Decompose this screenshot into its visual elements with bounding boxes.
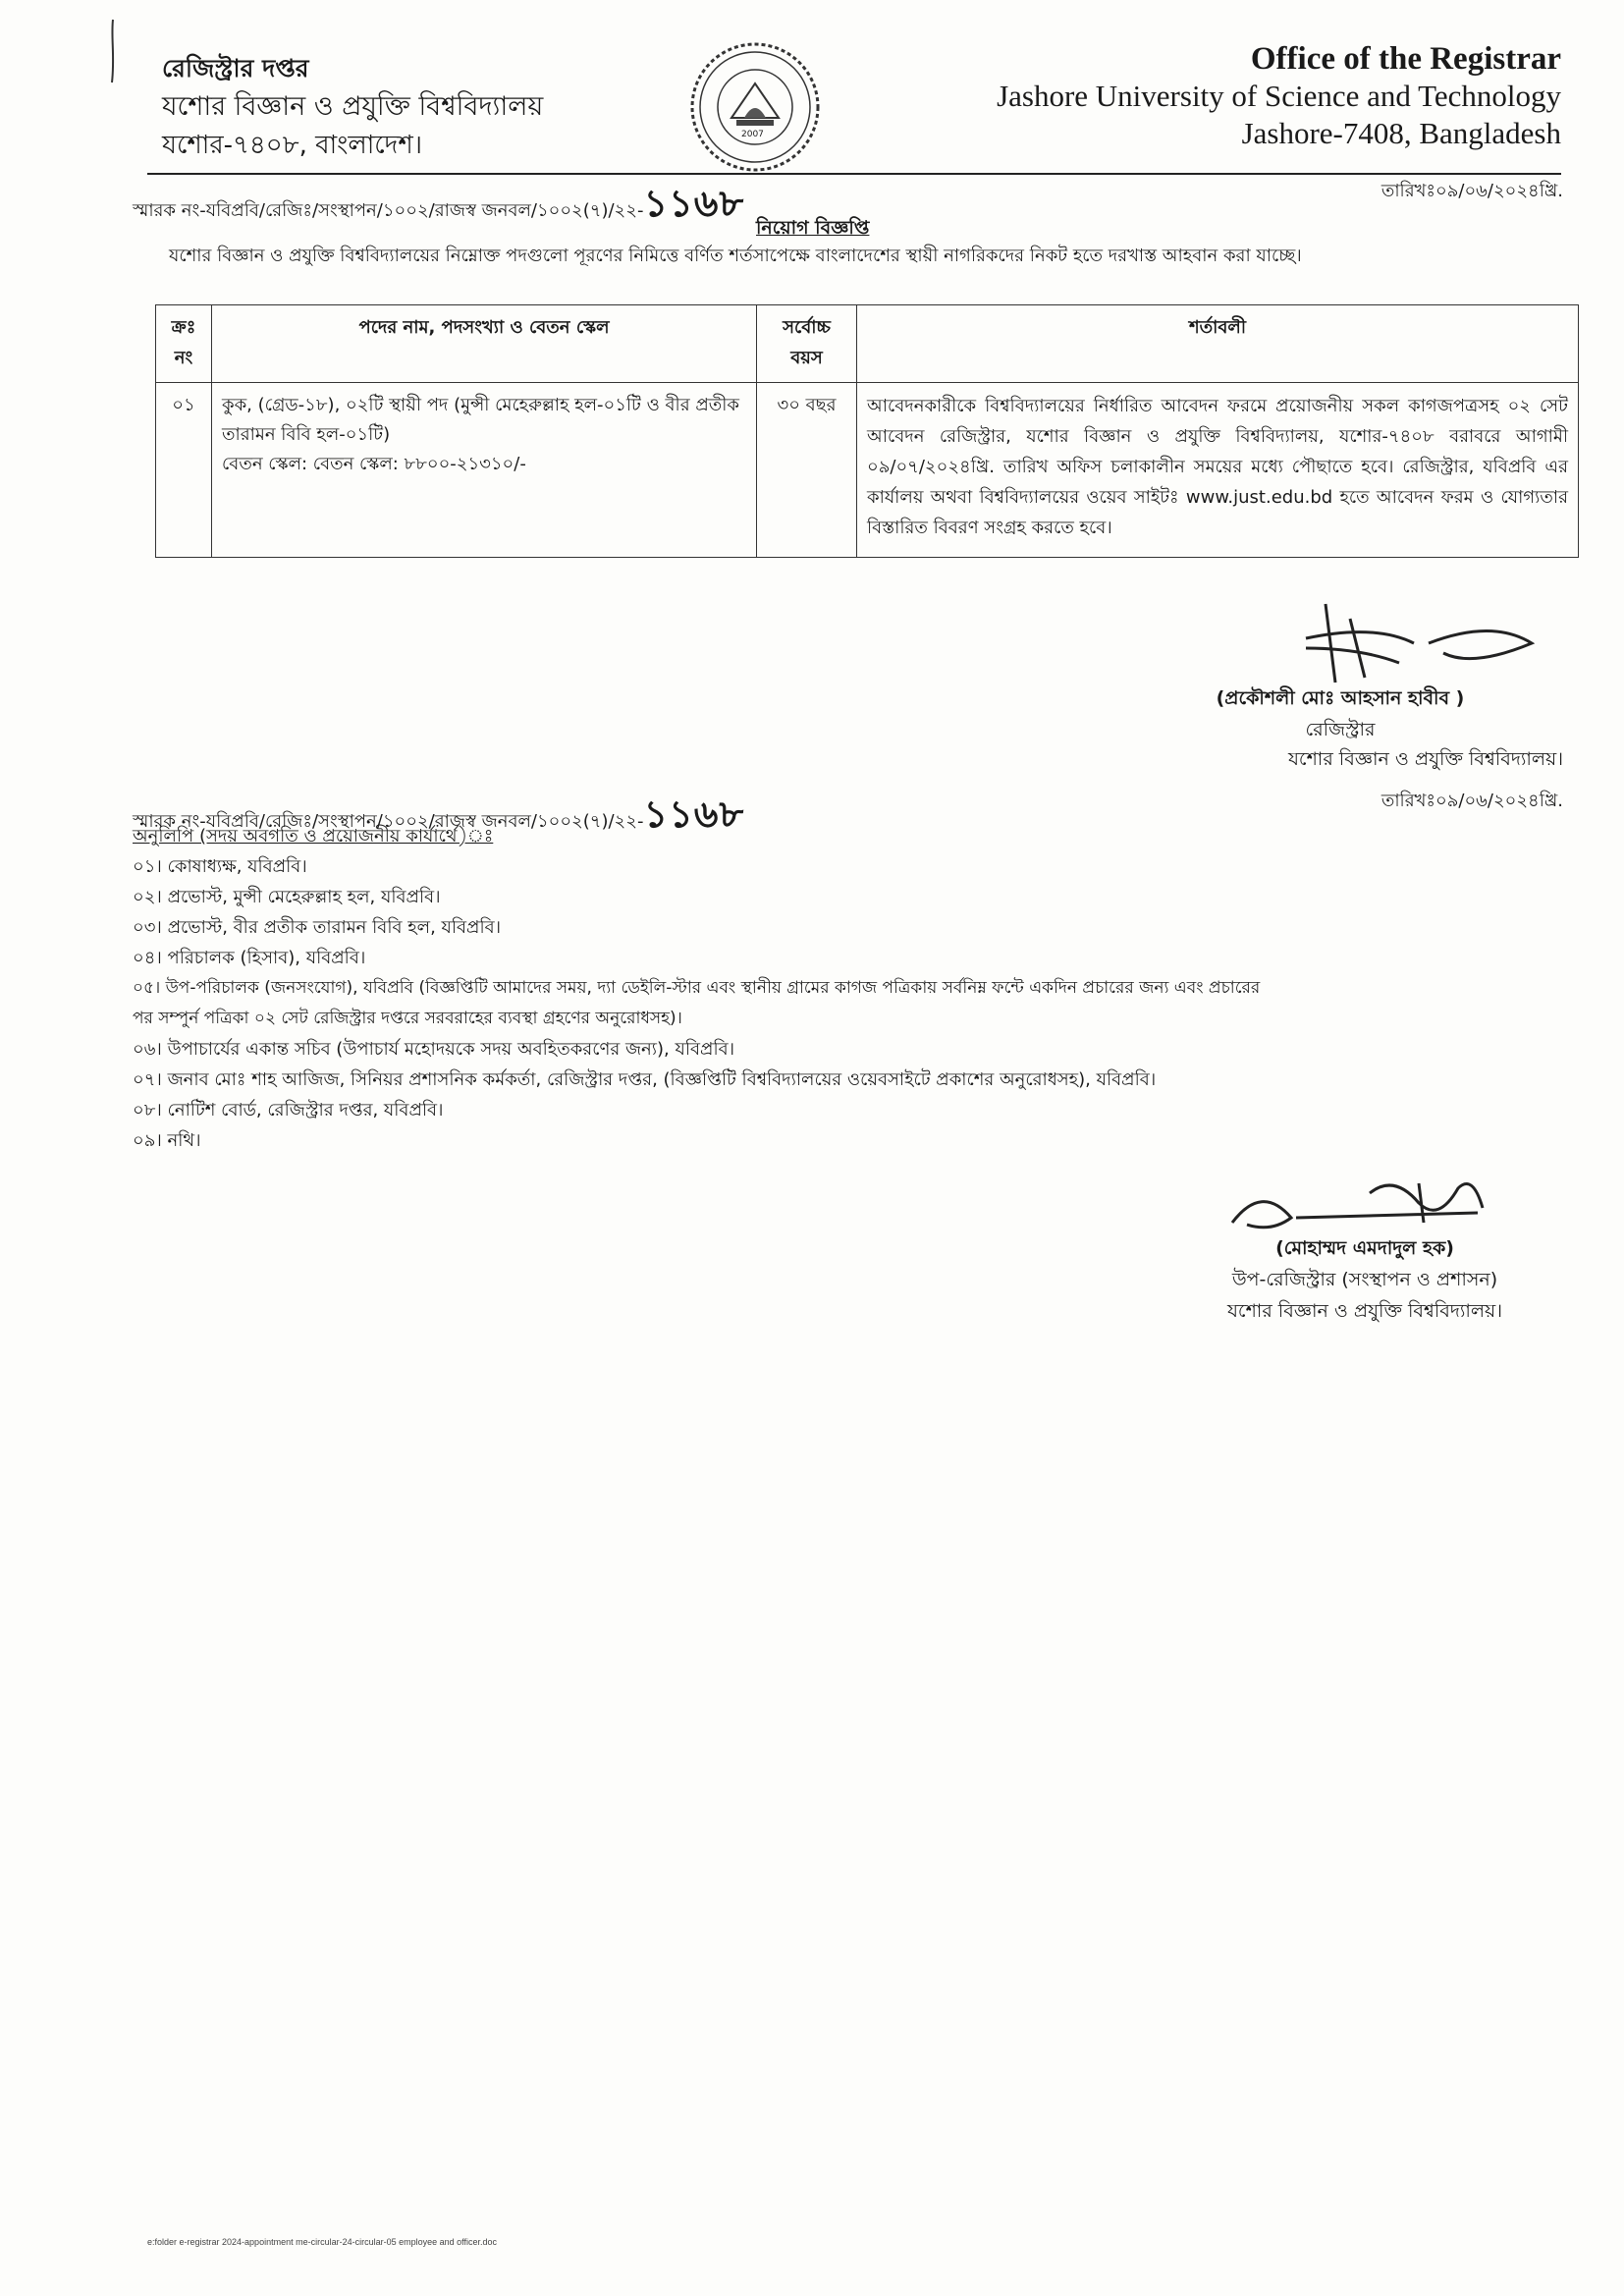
list-item: ০৪। পরিচালক (হিসাব), যবিপ্রবি।: [133, 948, 366, 968]
office-name-bn: রেজিস্ট্রার দপ্তর: [162, 54, 309, 82]
signatory2-designation: উপ-রেজিস্ট্রার (সংস্থাপন ও প্রশাসন): [1231, 1269, 1498, 1290]
signatory1-block: [1168, 683, 1512, 745]
memo2-prefix: স্মারক নং-যবিপ্রবি/রেজিঃ/সংস্থাপন/১০০২/রাজস্ব জনবল/১০০২(৭)/২২-: [133, 811, 644, 832]
footer-file-path: e:folder e-registrar 2024-appointment me-circular-24-circular-05 employee and officer.doc: [147, 2237, 498, 2247]
memo-line: [133, 175, 744, 238]
deputy-registrar-signature: [1222, 1164, 1537, 1242]
post-name: কুক, (গ্রেড-১৮), ০২টি স্থায়ী পদ (মুন্সী মেহেরুল্লাহ হল-০১টি ও বীর প্রতীক তারামন বিবি হল-০১টি): [222, 395, 740, 445]
memo2-number: ১১৬৮: [643, 793, 745, 836]
cc-block: [133, 821, 1576, 1156]
signatory1-designation: রেজিস্ট্রার: [1305, 719, 1376, 740]
memo-date: তারিখঃ০৯/০৬/২০২৪খ্রি.: [1380, 181, 1563, 201]
list-item: ০৮। নোটিশ বোর্ড, রেজিস্ট্রার দপ্তর, যবিপ্রবি।: [133, 1100, 444, 1121]
list-item: ০১। কোষাধ্যক্ষ, যবিপ্রবি।: [133, 856, 307, 877]
list-item: ০৬। উপাচার্যের একান্ত সচিব (উপাচার্য মহোদয়কে সদয় অবহিতকরণের জন্য), যবিপ্রবি।: [133, 1039, 735, 1060]
cc-heading: অনুলিপি (সদয় অবগতি ও প্রয়োজনীয় কার্যার্থে)ঃ: [133, 826, 494, 847]
signatory1-institution: যশোর বিজ্ঞান ও প্রযুক্তি বিশ্ববিদ্যালয়।: [1287, 748, 1563, 770]
university-seal: [687, 39, 823, 175]
registrar-signature: [1267, 584, 1542, 692]
header-en-block: [997, 41, 1561, 152]
signatory2-name: (মোহাম্মদ এমদাদুল হক): [1275, 1237, 1454, 1259]
vacancy-table: [155, 304, 1579, 558]
table-row: [156, 383, 1579, 558]
list-item: ০৯। নথি।: [133, 1130, 201, 1151]
cell-conditions: আবেদনকারীকে বিশ্ববিদ্যালয়ের নির্ধারিত আবেদন ফরমে প্রয়োজনীয় সকল কাগজপত্রসহ ০২ সেট আবেদন রেজিস্ট্রার, যশোর বিজ্ঞান ও প্রযুক্তি বিশ্ববিদ্যালয়, যশোর-৭৪০৮ বরাবরে আগামী ০৯/০৭/২০২৪খ্রি. তারিখ অফিস চলাকালীন সময়ের মধ্যে পৌছাতে হবে। রেজিস্ট্রার, যবিপ্রবি এর কার্যালয় অথবা বিশ্ববিদ্যালয়ের ওয়েব সাইটঃ www.just.edu.bd হতে আবেদন ফরম ও যোগ্যতার বিস্তারিত বিবরণ সংগ্রহ করতে হবে।: [857, 383, 1579, 558]
signatory2-block: [1178, 1232, 1551, 1327]
list-item: ০৭। জনাব মোঃ শাহ আজিজ, সিনিয়র প্রশাসনিক কর্মকর্তা, রেজিস্ট্রার দপ্তর, (বিজ্ঞপ্তিটি বিশ্ববিদ্যালয়ের ওয়েবসাইটে প্রকাশের অনুরোধসহ), যবিপ্রবি।: [133, 1069, 1157, 1090]
cell-age: ৩০ বছর: [757, 383, 857, 558]
signatory2-institution: যশোর বিজ্ঞান ও প্রযুক্তি বিশ্ববিদ্যালয়।: [1226, 1300, 1502, 1322]
memo-prefix: স্মারক নং-যবিপ্রবি/রেজিঃ/সংস্থাপন/১০০২/রাজস্ব জনবল/১০০২(৭)/২২-: [133, 200, 644, 221]
university-name-en: Jashore University of Science and Technology: [997, 79, 1561, 113]
margin-mark: [103, 18, 123, 86]
signatory1-name: (প্রকৌশলী মোঃ আহসান হাবীব ): [1216, 687, 1465, 709]
list-item: ০৩। প্রভোস্ট, বীর প্রতীক তারামন বিবি হল, যবিপ্রবি।: [133, 917, 502, 938]
address-en: Jashore-7408, Bangladesh: [1241, 116, 1561, 150]
seal-year: 2007: [741, 130, 764, 139]
pay-scale: বেতন স্কেল: বেতন স্কেল: ৮৮০০-২১৩১০/-: [222, 454, 526, 474]
notice-title: নিয়োগ বিজ্ঞপ্তি: [756, 217, 870, 239]
notice-intro: যশোর বিজ্ঞান ও প্রযুক্তি বিশ্ববিদ্যালয়ের নিম্নোক্ত পদগুলো পূরণের নিমিত্তে বর্ণিত শর্তসাপেক্ষে বাংলাদেশের স্থায়ী নাগরিকদের নিকট হতে দরখাস্ত আহবান করা যাচ্ছে।: [169, 246, 1302, 266]
address-bn: যশোর-৭৪০৮, বাংলাদেশ।: [162, 131, 423, 160]
cell-post: [212, 383, 757, 558]
cell-serial: ০১: [156, 383, 212, 558]
memo-number: ১১৬৮: [643, 182, 745, 225]
header-serial: ক্রঃ নং: [156, 305, 212, 383]
header-conditions: শর্তাবলী: [857, 305, 1579, 383]
office-name-en: Office of the Registrar: [1250, 41, 1561, 77]
table-header-row: [156, 305, 1579, 383]
list-item: ০২। প্রভোস্ট, মুন্সী মেহেরুল্লাহ হল, যবিপ্রবি।: [133, 887, 441, 907]
university-name-bn: যশোর বিজ্ঞান ও প্রযুক্তি বিশ্ববিদ্যালয়: [162, 91, 544, 122]
header-post: পদের নাম, পদসংখ্যা ও বেতন স্কেল: [212, 305, 757, 383]
memo2-date: তারিখঃ০৯/০৬/২০২৪খ্রি.: [1380, 791, 1563, 811]
header-bn-block: [162, 51, 543, 163]
header-age: সর্বোচ্চ বয়স: [757, 305, 857, 383]
list-item: ০৫। উপ-পরিচালক (জনসংযোগ), যবিপ্রবি (বিজ্ঞপ্তিটি আমাদের সময়, দ্যা ডেইলি-স্টার এবং স্থানীয় গ্রামের কাগজ পত্রিকায় সর্বনিম্ন ফন্টে একদিন প্রচারের জন্য এবং প্রচারের: [133, 978, 1261, 998]
list-item: পর সম্পুর্ন পত্রিকা ০২ সেট রেজিস্ট্রার দপ্তরে সরবরাহের ব্যবস্থা গ্রহণের অনুরোধসহ)।: [133, 1009, 682, 1028]
